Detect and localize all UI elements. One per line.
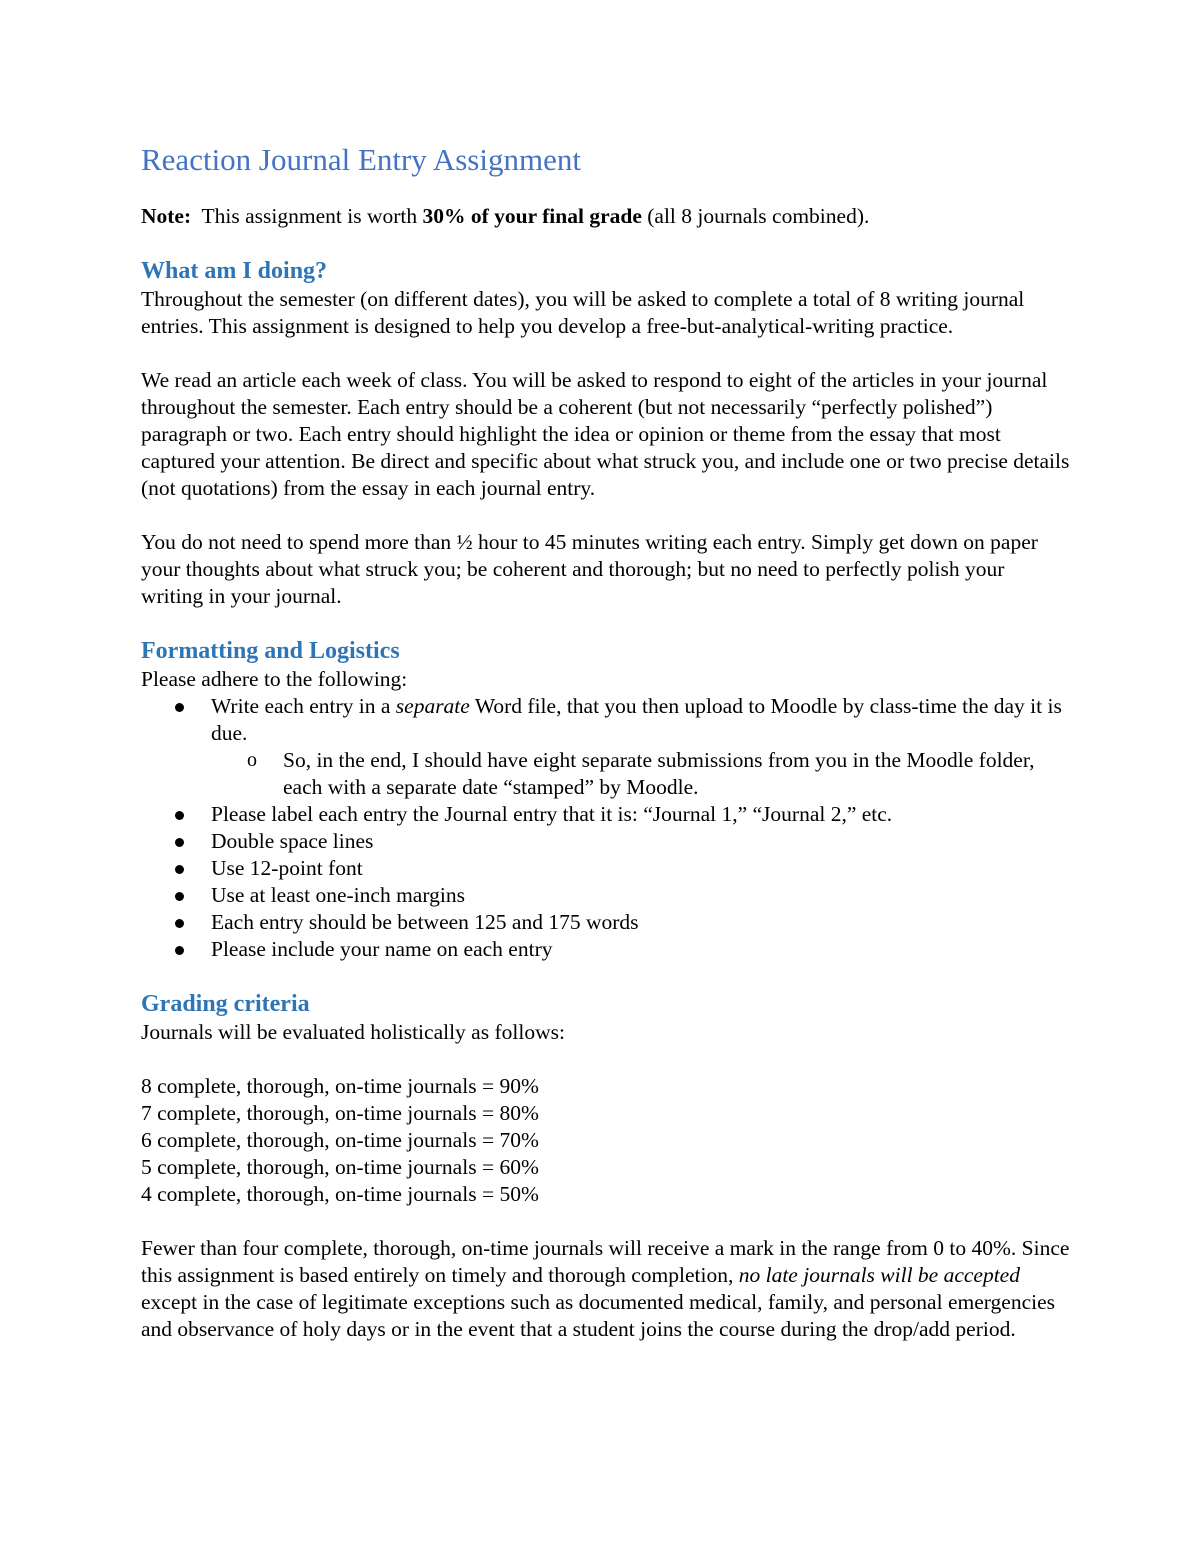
closing-italic: no late journals will be accepted (738, 1263, 1020, 1287)
bullet-icon (175, 838, 184, 847)
closing-text-before: Fewer than four complete, thorough, on-time journals will receive a mark in the range from 0 to 40%. Since this assignment is based entirely on timely and thorough completion, (141, 1236, 1070, 1287)
grading-intro: Journals will be evaluated holistically as follows: (141, 1020, 565, 1044)
list-item (141, 882, 1071, 909)
heading-what-am-i-doing: What am I doing? (141, 258, 328, 284)
circle-bullet-icon: o (247, 749, 257, 771)
list-item (141, 828, 1071, 855)
what-paragraph-3: You do not need to spend more than ½ hour to 45 minutes writing each entry. Simply get down on paper your thoughts about what struck you; be coherent and thorough; but no need to perfectly polish your writing in your journal. (141, 530, 1038, 608)
item1-text-after: Word file, that you then upload to Moodle by class-time the day it is due. (211, 694, 1062, 745)
note-text-before: This assignment is worth (201, 204, 423, 228)
grade-line: 6 complete, thorough, on-time journals = 70% (141, 1128, 539, 1152)
grade-line: 5 complete, thorough, on-time journals = 60% (141, 1155, 539, 1179)
formatting-sublist (211, 747, 1071, 801)
item-text: Please include your name on each entry (211, 937, 553, 961)
grading-scale (141, 1073, 1071, 1208)
sub-item-text: So, in the end, I should have eight separate submissions from you in the Moodle folder, each with a separate date “stamped” by Moodle. (283, 748, 1035, 799)
item-text: Each entry should be between 125 and 175 words (211, 910, 639, 934)
note-paragraph (141, 203, 1071, 230)
formatting-list (141, 693, 1071, 963)
item1-italic: separate (395, 694, 470, 718)
grade-line: 4 complete, thorough, on-time journals = 50% (141, 1182, 539, 1206)
note-label: Note: (141, 204, 192, 228)
formatting-intro: Please adhere to the following: (141, 667, 408, 691)
list-item (141, 801, 1071, 828)
page-title: Reaction Journal Entry Assignment (141, 142, 581, 177)
list-item (141, 855, 1071, 882)
item1-text-before: Write each entry in a (211, 694, 396, 718)
sub-list-item (211, 747, 1071, 801)
document-page (141, 140, 1071, 1343)
item-text: Please label each entry the Journal entry that it is: “Journal 1,” “Journal 2,” etc. (211, 802, 893, 826)
item-text: Use 12-point font (211, 856, 363, 880)
bullet-icon (175, 892, 184, 901)
list-item (141, 693, 1071, 801)
list-item (141, 936, 1071, 963)
what-paragraph-1: Throughout the semester (on different dates), you will be asked to complete a total of 8 writing journal entries. This assignment is designed to help you develop a free-but-analytical-writing practice. (141, 287, 1025, 338)
note-text-after: (all 8 journals combined). (641, 204, 870, 228)
grade-line: 7 complete, thorough, on-time journals = 80% (141, 1101, 539, 1125)
bullet-icon (175, 865, 184, 874)
heading-grading-criteria: Grading criteria (141, 991, 310, 1017)
closing-text-after: except in the case of legitimate exceptions such as documented medical, family, and personal emergencies and observance of holy days or in the event that a student joins the course during the drop/add period. (141, 1290, 1056, 1341)
item-text: Use at least one-inch margins (211, 883, 465, 907)
bullet-icon (175, 811, 184, 820)
list-item (141, 909, 1071, 936)
grade-line: 8 complete, thorough, on-time journals = 90% (141, 1074, 539, 1098)
bullet-icon (175, 919, 184, 928)
bullet-icon (175, 703, 184, 712)
item-text: Double space lines (211, 829, 374, 853)
heading-formatting-logistics: Formatting and Logistics (141, 638, 400, 664)
what-paragraph-2: We read an article each week of class. You will be asked to respond to eight of the articles in your journal throughout the semester. Each entry should be a coherent (but not necessarily “perfectly polished”) paragraph or two. Each entry should highlight the idea or opinion or theme from the essay that most captured your attention. Be direct and specific about what struck you, and include one or two precise details (not quotations) from the essay in each journal entry. (141, 368, 1070, 500)
grading-closing-paragraph (141, 1235, 1071, 1343)
bullet-icon (175, 946, 184, 955)
note-bold-text: 30% of your final grade (422, 204, 642, 228)
